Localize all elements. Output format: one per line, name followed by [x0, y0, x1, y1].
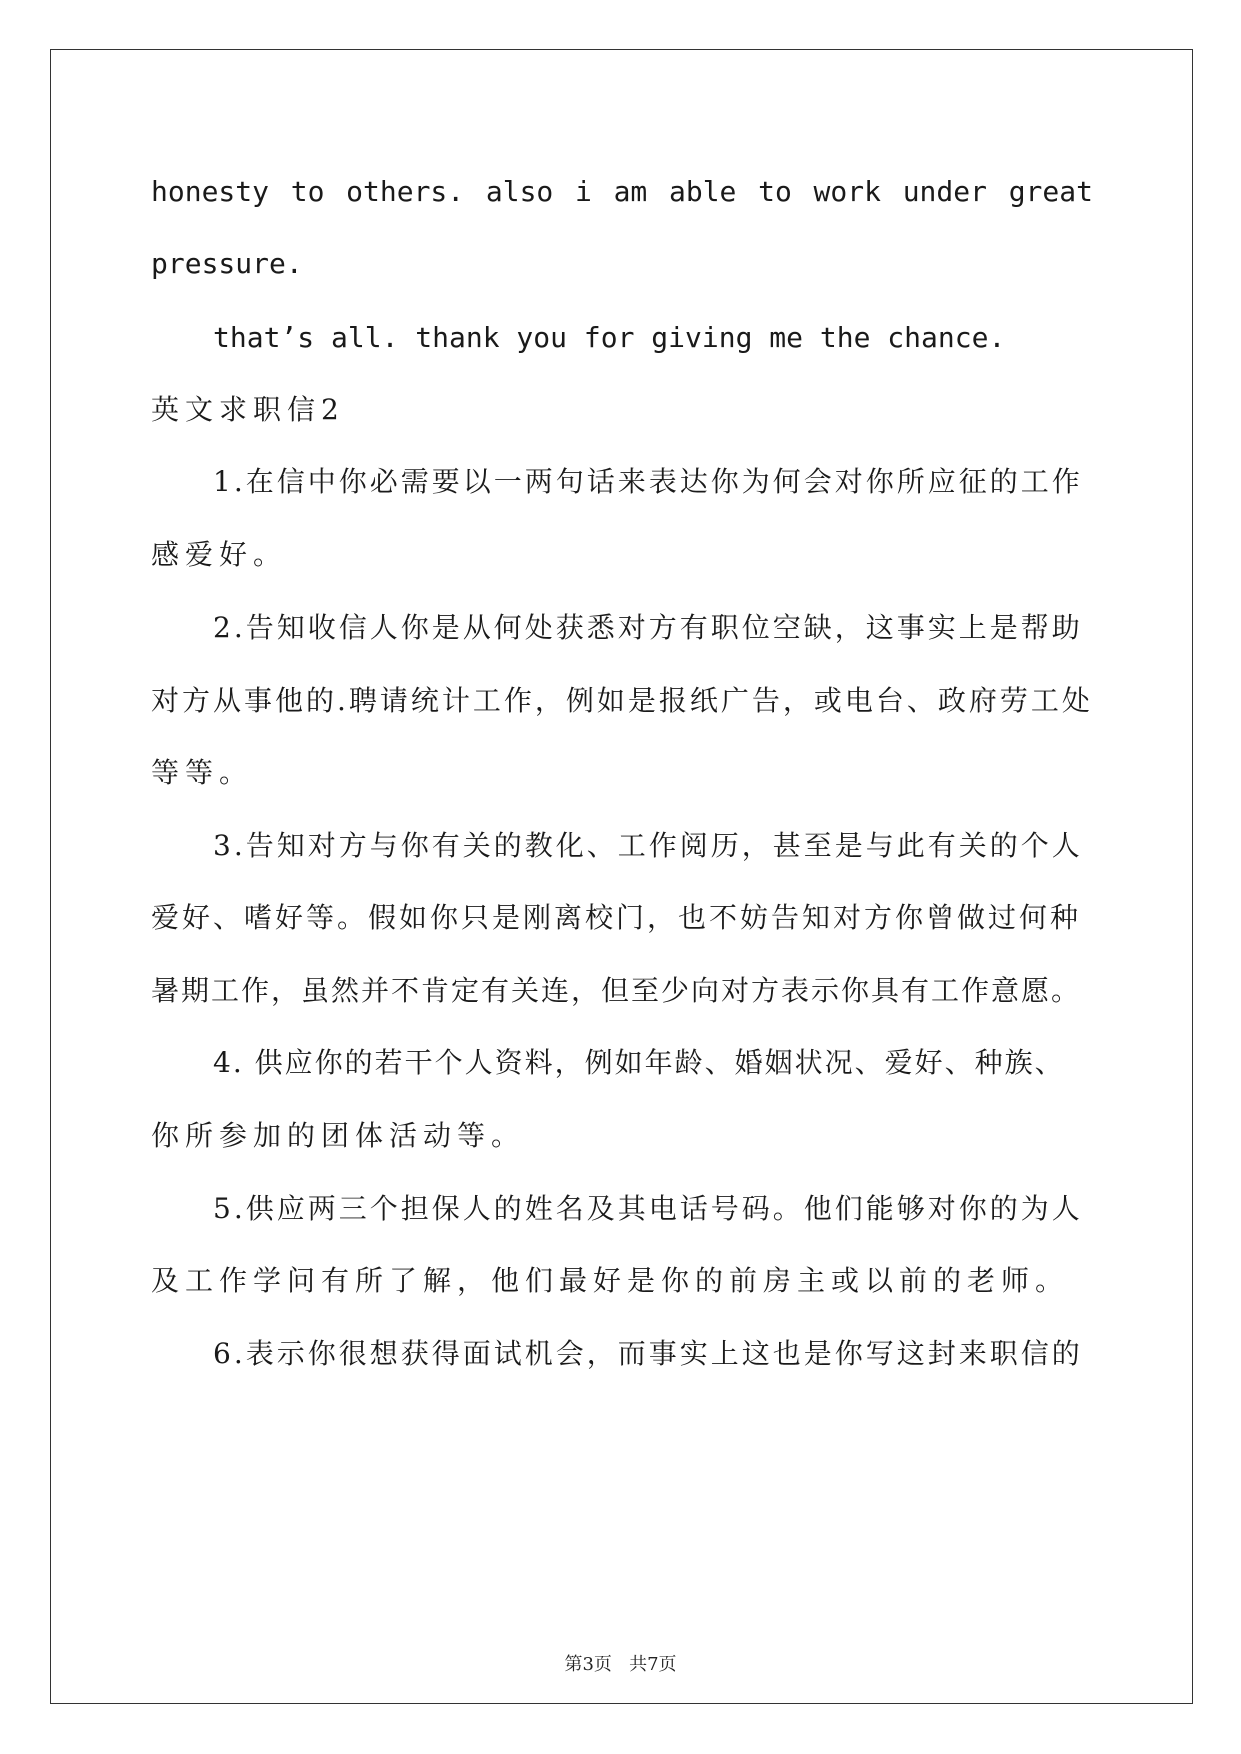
word: work	[813, 175, 881, 208]
word: also	[485, 175, 554, 208]
word: to	[758, 175, 792, 208]
text-line-3: that’s all. thank you for giving me the chance.	[213, 321, 1006, 354]
word: able	[668, 175, 737, 208]
word: under	[902, 175, 987, 208]
text-line-10: 3.告知对方与你有关的教化、工作阅历，甚至是与此有关的个人	[213, 829, 1083, 862]
text-line-9: 等等。	[151, 756, 254, 789]
text-line-15: 5.供应两三个担保人的姓名及其电话号码。他们能够对你的为人	[213, 1192, 1083, 1225]
text-line-17: 6.表示你很想获得面试机会，而事实上这也是你写这封来职信的	[213, 1337, 1083, 1370]
word: to	[290, 175, 325, 208]
word: great	[1008, 175, 1093, 208]
section-heading: 英文求职信2	[151, 393, 345, 426]
word: am	[613, 175, 648, 208]
text-line-5: 1.在信中你必需要以一两句话来表达你为何会对你所应征的工作	[213, 465, 1083, 498]
page-number-footer: 第3页 共7页	[564, 1654, 677, 1675]
text-line-8: 对方从事他的.聘请统计工作，例如是报纸广告，或电台、政府劳工处	[151, 684, 1093, 717]
text-line-7: 2.告知收信人你是从何处获悉对方有职位空缺，这事实上是帮助	[213, 611, 1083, 644]
text-line-1	[151, 172, 1093, 212]
text-line-11: 爱好、嗜好等。假如你只是刚离校门，也不妨告知对方你曾做过何种	[151, 901, 1082, 934]
word: honesty	[151, 175, 270, 208]
text-line-14: 你所参加的团体活动等。	[151, 1119, 526, 1152]
text-line-13: 4. 供应你的若干个人资料，例如年龄、婚姻状况、爱好、种族、	[213, 1046, 1065, 1079]
word: others.	[346, 175, 465, 208]
text-line-6: 感爱好。	[151, 538, 288, 571]
text-line-2: pressure.	[151, 247, 303, 280]
word: i	[575, 175, 592, 208]
text-line-16: 及工作学问有所了解，他们最好是你的前房主或以前的老师。	[151, 1264, 1070, 1297]
page-border	[50, 49, 1193, 1704]
text-line-12: 暑期工作，虽然并不肯定有关连，但至少向对方表示你具有工作意愿。	[151, 974, 1082, 1007]
